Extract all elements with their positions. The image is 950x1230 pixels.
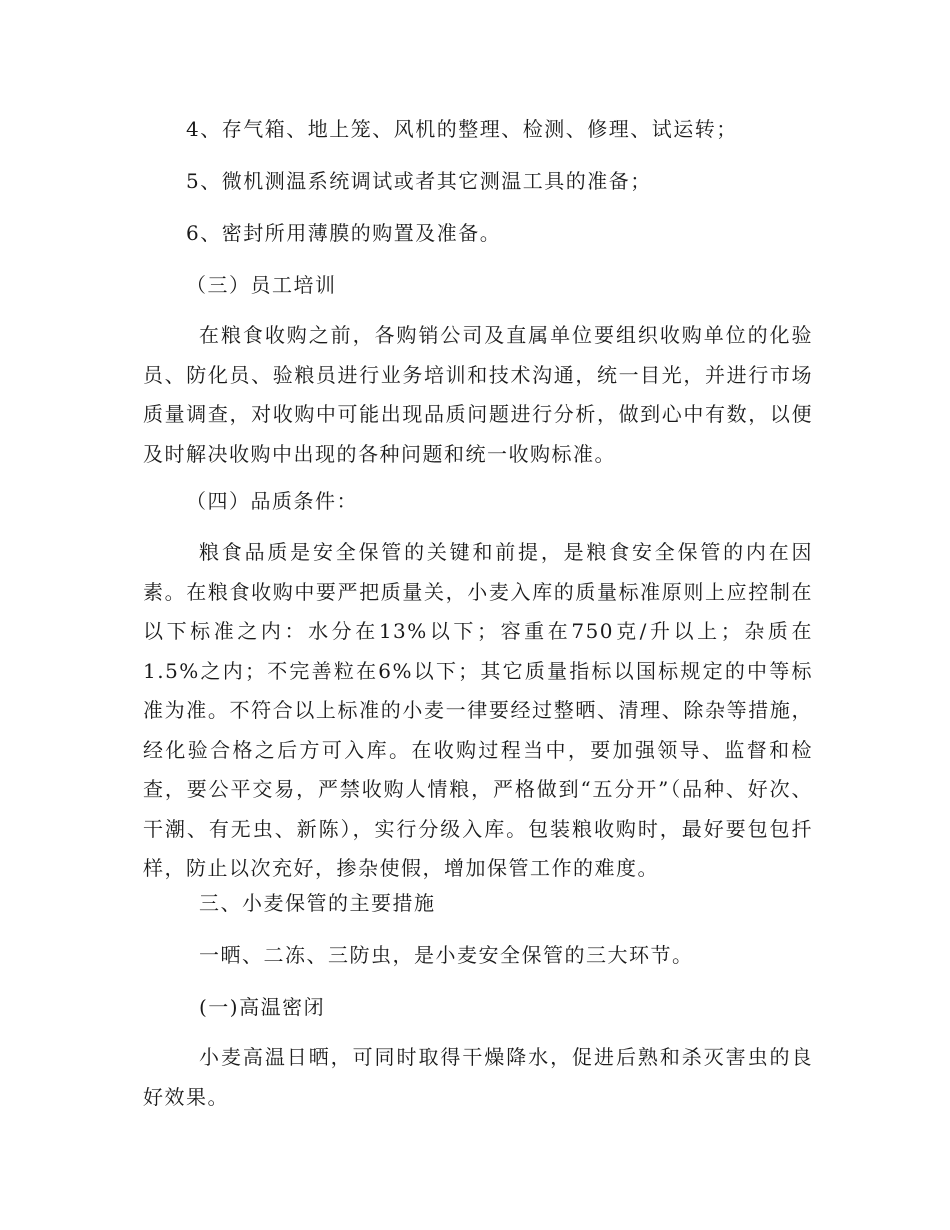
list-item-5: 5、微机测温系统调试或者其它测温工具的准备； bbox=[186, 169, 652, 193]
paragraph-staff-training: 在粮食收购之前，各购销公司及直属单位要组织收购单位的化验员、防化员、验粮员进行业务培训和技术沟通，统一目光，并进行市场质量调查，对收购中可能出现品质问题进行分析，做到心中有数，以便及时解决收购中出现的各种问题和统一收购标准。 bbox=[143, 323, 813, 466]
list-item-4: 4、存气箱、地上笼、风机的整理、检测、修理、试运转； bbox=[186, 117, 738, 141]
section-heading-staff-training: （三）员工培训 bbox=[186, 273, 337, 297]
paragraph-three-steps: 一晒、二冻、三防虫，是小麦安全保管的三大环节。 bbox=[199, 943, 694, 967]
section-heading-sealing: (一)高温密闭 bbox=[199, 995, 326, 1019]
section-heading-main-measures: 三、小麦保管的主要措施 bbox=[199, 891, 436, 915]
paragraph-sealing: 小麦高温日晒，可同时取得干燥降水，促进后熟和杀灭害虫的良好效果。 bbox=[143, 1045, 813, 1109]
section-heading-quality: （四）品质条件： bbox=[186, 489, 358, 513]
list-item-6: 6、密封所用薄膜的购置及准备。 bbox=[186, 221, 502, 245]
paragraph-quality: 粮食品质是安全保管的关键和前提，是粮食安全保管的内在因素。在粮食收购中要严把质量关，小麦入库的质量标准原则上应控制在以下标准之内：水分在13%以下；容重在750克/升以上；杂质在1.5%之内；不完善粒在6%以下；其它质量指标以国标规定的中等标准为准。不符合以上标准的小麦一律要经过整晒、清理、除杂等措施，经化验合格之后方可入库。在收购过程当中，要加强领导、监督和检查，要公平交易，严禁收购人情粮，严格做到“五分开”（品种、好次、干潮、有无虫、新陈），实行分级入库。包装粮收购时，最好要包包扦样，防止以次充好，掺杂使假，增加保管工作的难度。 bbox=[143, 540, 813, 880]
